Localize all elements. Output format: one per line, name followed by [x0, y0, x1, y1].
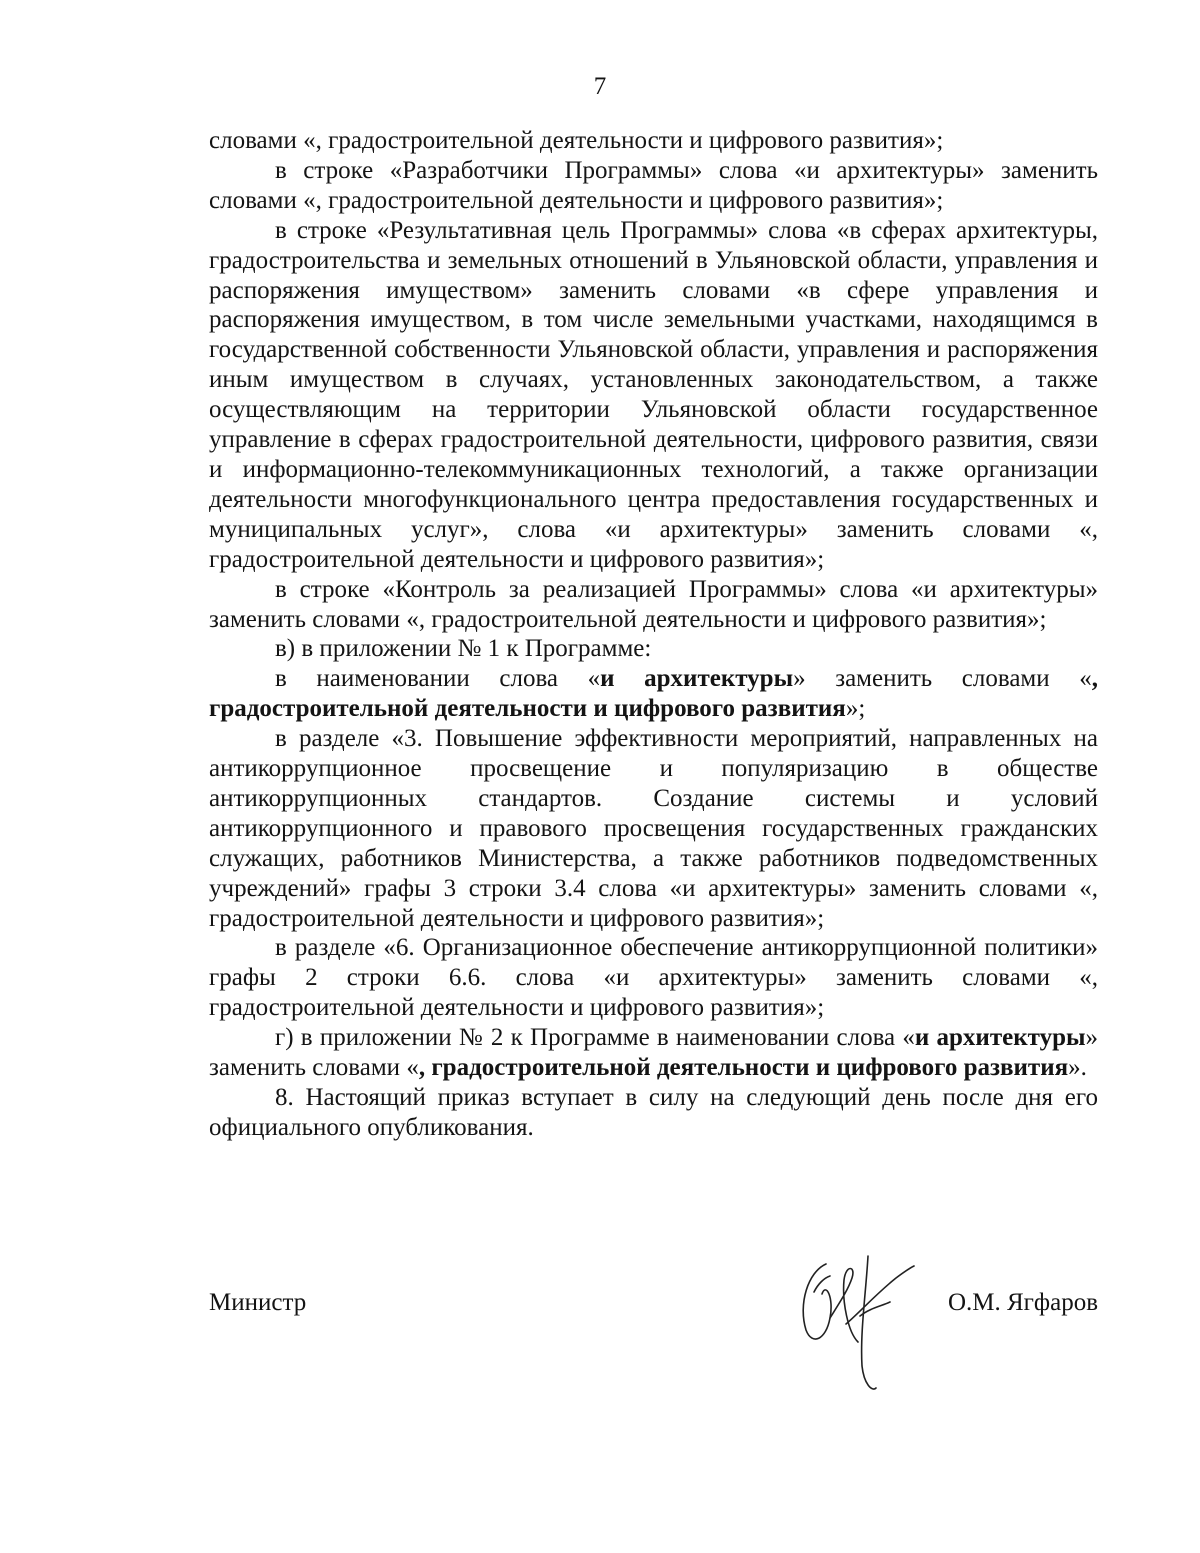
- text-segment: » заменить словами «: [793, 665, 1092, 693]
- text-segment: »;: [845, 695, 866, 723]
- signer-title: Министр: [209, 1289, 307, 1316]
- paragraph: [209, 216, 1098, 575]
- text-segment: в наименовании слова «: [275, 665, 601, 693]
- text-segment: » заменить словами «: [209, 1024, 1098, 1082]
- text-segment: в строке «Контроль за реализацией Программы» слова «и архитектуры» заменить словами «, градостроительной деятельности и цифрового развития»;: [209, 575, 1098, 633]
- signature-block: [209, 1288, 1098, 1328]
- paragraph: [209, 634, 1098, 664]
- paragraph: [209, 1083, 1098, 1143]
- text-segment: 8. Настоящий приказ вступает в силу на следующий день после дня его официального опубликования.: [209, 1084, 1098, 1141]
- text-segment: в разделе «6. Организационное обеспечение антикоррупционной политики» графы 2 строки 6.6. слова «и архитектуры» заменить словами «, градостроительной деятельности и цифрового развития»;: [209, 934, 1098, 1022]
- paragraph: [209, 933, 1098, 1023]
- bold-text-segment: и архитектуры: [600, 665, 794, 693]
- page-number: 7: [593, 73, 607, 100]
- paragraph: [209, 664, 1098, 724]
- paragraph: [209, 1023, 1098, 1083]
- paragraph: [209, 724, 1098, 933]
- signer-name: О.М. Ягфаров: [947, 1289, 1098, 1316]
- paragraph: [209, 575, 1098, 635]
- bold-text-segment: , градостроительной деятельности и цифрового развития: [209, 665, 1098, 723]
- paragraph: [209, 156, 1098, 216]
- text-segment: ».: [1068, 1054, 1087, 1082]
- text-segment: словами «, градостроительной деятельности и цифрового развития»;: [209, 127, 944, 154]
- text-segment: в) в приложении № 1 к Программе:: [275, 635, 652, 663]
- text-segment: г) в приложении № 2 к Программе в наименовании слова «: [275, 1024, 915, 1052]
- text-segment: в строке «Результативная цель Программы» слова «в сферах архитектуры, градостроительства и земельных отношений в Ульяновской области, управления и распоряжения имуществом» заменить словами «в сфере управления и распоряжения имуществом, в том числе земельными участками, находящимся в государственной собственности Ульяновской области, управления и распоряжения иным имуществом в случаях, установленных законодательством, а также осуществляющим на территории Ульяновской области государственное управление в сферах градостроительной деятельности, цифрового развития, связи и информационно-телекоммуникационных технологий, а также организации деятельности многофункционального центра предоставления государственных и муниципальных услуг», слова «и архитектуры» заменить словами «, градостроительной деятельности и цифрового развития»;: [209, 216, 1098, 573]
- text-segment: в разделе «3. Повышение эффективности мероприятий, направленных на антикоррупционное просвещение и популяризацию в обществе антикоррупционных стандартов. Создание системы и условий антикоррупционного и правового просвещения государственных гражданских служащих, работников Министерства, а также работников подведомственных учреждений» графы 3 строки 3.4 слова «и архитектуры» заменить словами «, градостроительной деятельности и цифрового развития»;: [209, 725, 1098, 932]
- document-body: [209, 126, 1098, 1143]
- text-segment: в строке «Разработчики Программы» слова «и архитектуры» заменить словами «, градостроительной деятельности и цифрового развития»;: [209, 156, 1098, 214]
- bold-text-segment: и архитектуры: [914, 1024, 1086, 1052]
- bold-text-segment: , градостроительной деятельности и цифрового развития: [418, 1054, 1069, 1082]
- paragraph: [209, 126, 1098, 156]
